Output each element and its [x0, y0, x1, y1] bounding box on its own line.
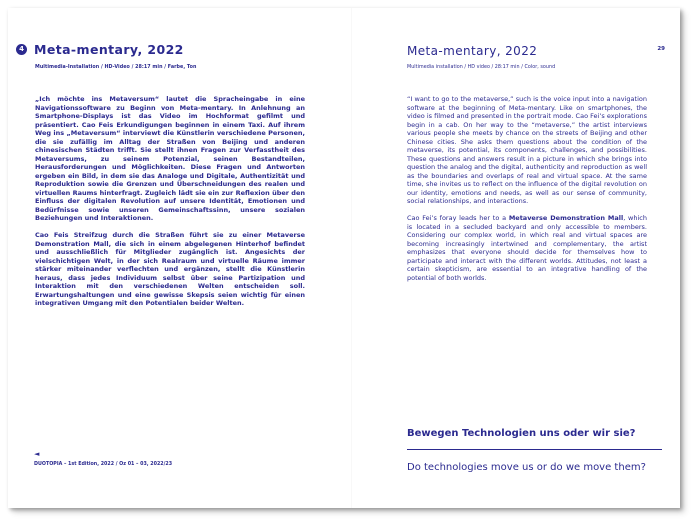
question-de: Bewegen Technologien uns oder wir sie?	[407, 428, 636, 439]
paragraph-de-1: „Ich möchte ins Metaversum“ lautet die Spracheingabe in eine Navigationssoftware zu Beginn von Meta-mentary. In Anlehnung an Smartphone-Displays ist das Video im Hochformat gefilmt und präsentiert. Cao Feis Erkundigungen beginnen in einem Taxi. Auf ihrem Weg ins „Metaversum“ interviewt die Künstlerin verschiedene Personen, die sie zufällig im Alltag der Straßen von Beijing und anderen chinesischen Städten trifft. Sie stellt ihnen Fragen zur Verfasstheit des Metaversums, zu seinem Potenzial, seinen Bestandteilen, Herausforderungen und Möglichkeiten. Diese Fragen und Antworten ergeben ein Bild, in dem sie das Analoge und Digitale, Authentizität und Reproduktion sowie die Grenzen und Überschneidungen des realen und virtuellen Raums hinterfragt. Zugleich lädt sie ein zur Reflexion über den Einfluss der digitalen Revolution auf unsere Identität, Emotionen und Bedürfnisse sowie unseren Gemeinschaftssinn, unsere sozialen Beziehungen und Interaktionen.	[35, 95, 305, 222]
paragraph-en-1: “I want to go to the metaverse,” such is the voice input into a navigation software at the beginning of Meta-mentary. Like on smartphones, the video is filmed and presented in the portrait mode. Cao Fei’s explorations begin in a cab. On her way to the “metaverse,” the artist interviews various people she meets by chance on the streets of Beijing and other Chinese cities. She asks them questions about the condition of the metaverse, its potential, its components, challenges, and possibilities. These questions and answers result in a picture in which she brings into question the analog and the digital, authenticity and reproduction as well as the boundaries and overlaps of real and virtual space. At the same time, she invites us to reflect on the influence of the digital revolution on our identity, emotions and needs, as well as our sense of community, social relationships, and interactions.	[407, 95, 647, 205]
section-number-badge: 4	[16, 44, 27, 55]
paragraph-de-2: Cao Feis Streifzug durch die Straßen führt sie zu einer Metaverse Demonstration Mall, die sich in einem abgelegenen Hinterhof befindet und ausschließlich für Mitglieder zugänglich ist. Angesichts der vielschichtigen Welt, in der sich Realraum und virtuelle Räume immer stärker miteinander verflechten und ergänzen, stellt die Künstlerin heraus, dass jedes Individuum selbst über seine Partizipation und Interaktion mit den verschiedenen Welten entscheiden soll. Erwartungshaltungen und eine gewisse Skepsis seien wichtig für einen integrativen Umgang mit den Potentialen beider Welten.	[35, 231, 305, 307]
paragraph-en-2	[407, 214, 647, 282]
highlight-metaverse-mall: Metaverse Demonstration Mall	[508, 214, 624, 222]
subtitle-en: Multimedia installation / HD video / 28:17 min / Color, sound	[407, 65, 556, 70]
subtitle-de: Multimedia-Installation / HD-Video / 28:17 min / Farbe, Ton	[35, 65, 197, 70]
page-title-en: Meta-mentary, 2022	[407, 44, 538, 58]
body-text-de	[35, 95, 305, 316]
book-spread	[8, 8, 680, 508]
right-page	[352, 8, 680, 508]
back-arrow-icon[interactable]: ◄	[34, 450, 40, 458]
paragraph-en-2-end: , which is located in a secluded backyard and only accessible to members. Considering our complex world, in which real and virtual spaces are becoming increasingly intertwined and complementary, the artist emphasizes that everyone should decide for themselves how to participate and interact with the different worlds. Attitudes, not least a certain skepticism, are essential to an integrative handling of the potential of both worlds.	[407, 214, 647, 282]
left-page	[8, 8, 351, 508]
question-en: Do technologies move us or do we move them?	[407, 462, 646, 473]
body-text-en	[407, 95, 647, 291]
question-divider	[407, 449, 662, 450]
page-title-de: Meta-mentary, 2022	[34, 42, 184, 57]
footer-credit: DUOTOPIA – 1st Edition, 2022 / Oz 01 – 03, 2022/23	[34, 462, 173, 467]
page-number: 29	[657, 46, 665, 52]
paragraph-en-2-start: Cao Fei’s foray leads her to a	[407, 214, 509, 222]
left-title-row	[16, 42, 184, 57]
